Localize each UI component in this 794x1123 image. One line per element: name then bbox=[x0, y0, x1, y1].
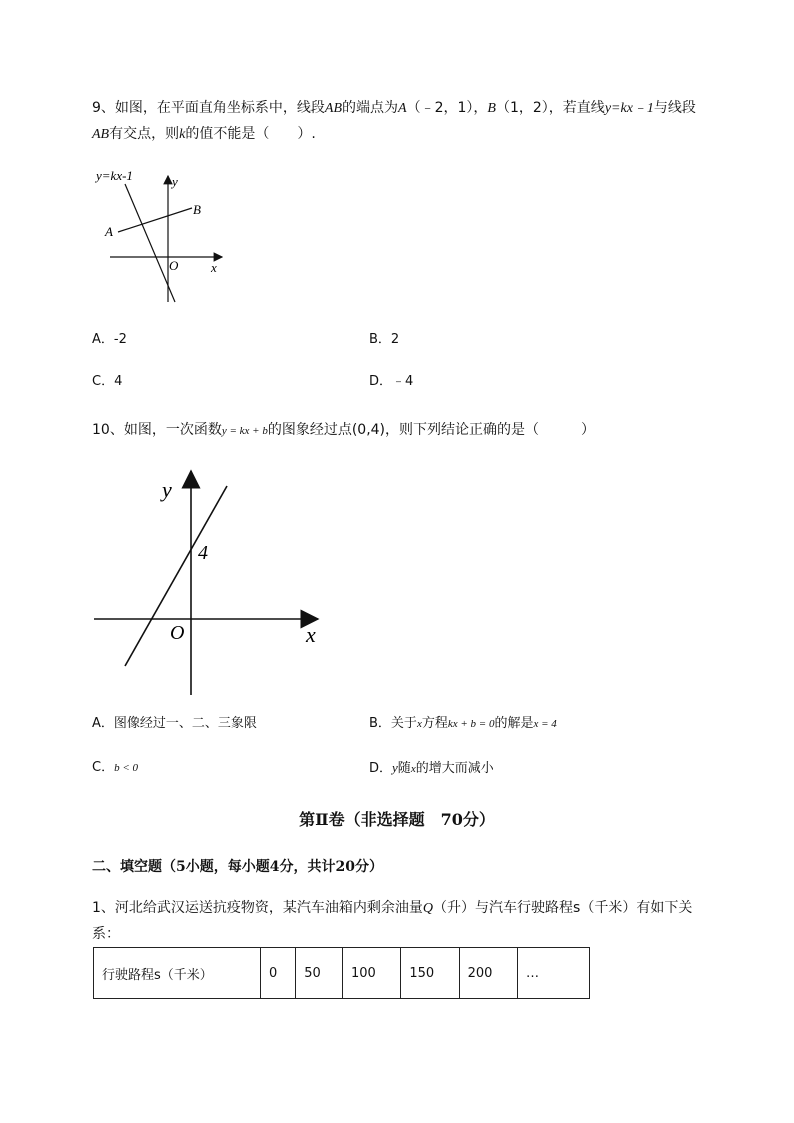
q9-option-b[interactable]: B．2 bbox=[369, 332, 400, 347]
q9-option-c[interactable]: C．4 bbox=[92, 374, 123, 389]
q10-option-b[interactable]: B．关于x方程kx + b = 0的解是x = 4 bbox=[369, 716, 557, 731]
table-cell: … bbox=[518, 948, 590, 999]
table-header-cell: 行驶路程s（千米） bbox=[94, 948, 261, 999]
q9-option-d[interactable]: D．﹣4 bbox=[369, 374, 414, 389]
q10-line-1: 10、如图，一次函数y = kx + b的图象经过点(0,4)，则下列结论正确的是（ ） bbox=[92, 422, 596, 438]
table-cell: 100 bbox=[343, 948, 401, 999]
origin-label: O bbox=[170, 622, 185, 644]
q9-line-1: 9、如图，在平面直角坐标系中，线段AB的端点为A（﹣2，1），B（1，2），若直线y=kx﹣1与线段 bbox=[92, 100, 696, 116]
point-a-label: A bbox=[105, 224, 113, 239]
point-b-label: B bbox=[193, 202, 201, 217]
y-axis-label: y bbox=[162, 477, 172, 502]
q10-option-c[interactable]: C．b < 0 bbox=[92, 760, 139, 775]
table-cell: 0 bbox=[261, 948, 296, 999]
x-axis-label: x bbox=[211, 260, 217, 275]
table-row bbox=[94, 948, 590, 999]
section-title: 第Ⅱ卷（非选择题 70分） bbox=[299, 810, 495, 829]
y-axis-label: y bbox=[172, 174, 178, 189]
origin-label: O bbox=[169, 258, 179, 273]
q10-option-d[interactable]: D．y随x的增大而减小 bbox=[369, 760, 494, 776]
q1-line-2: 系： bbox=[92, 926, 120, 942]
table-cell: 150 bbox=[401, 948, 459, 999]
q10-figure bbox=[90, 465, 330, 700]
part-title: 二、填空题（5小题，每小题4分，共计20分） bbox=[92, 859, 383, 875]
table-cell: 200 bbox=[459, 948, 517, 999]
intercept-label: 4 bbox=[198, 542, 208, 564]
q9-option-a[interactable]: A．-2 bbox=[92, 332, 127, 347]
q10-option-a[interactable]: A．图像经过一、二、三象限 bbox=[92, 716, 257, 731]
line-equation-label: y=kx-1 bbox=[96, 168, 133, 183]
q9-figure bbox=[90, 162, 240, 312]
table-cell: 50 bbox=[296, 948, 343, 999]
q9-line-2: AB有交点，则k的值不能是（ ）. bbox=[92, 126, 316, 142]
x-axis-label: x bbox=[306, 622, 316, 647]
q1-data-table bbox=[93, 947, 590, 999]
q1-line-1: 1、河北给武汉运送抗疫物资，某汽车油箱内剩余油量Q（升）与汽车行驶路程s（千米）有如下关 bbox=[92, 900, 693, 916]
segment-ab bbox=[118, 208, 192, 232]
